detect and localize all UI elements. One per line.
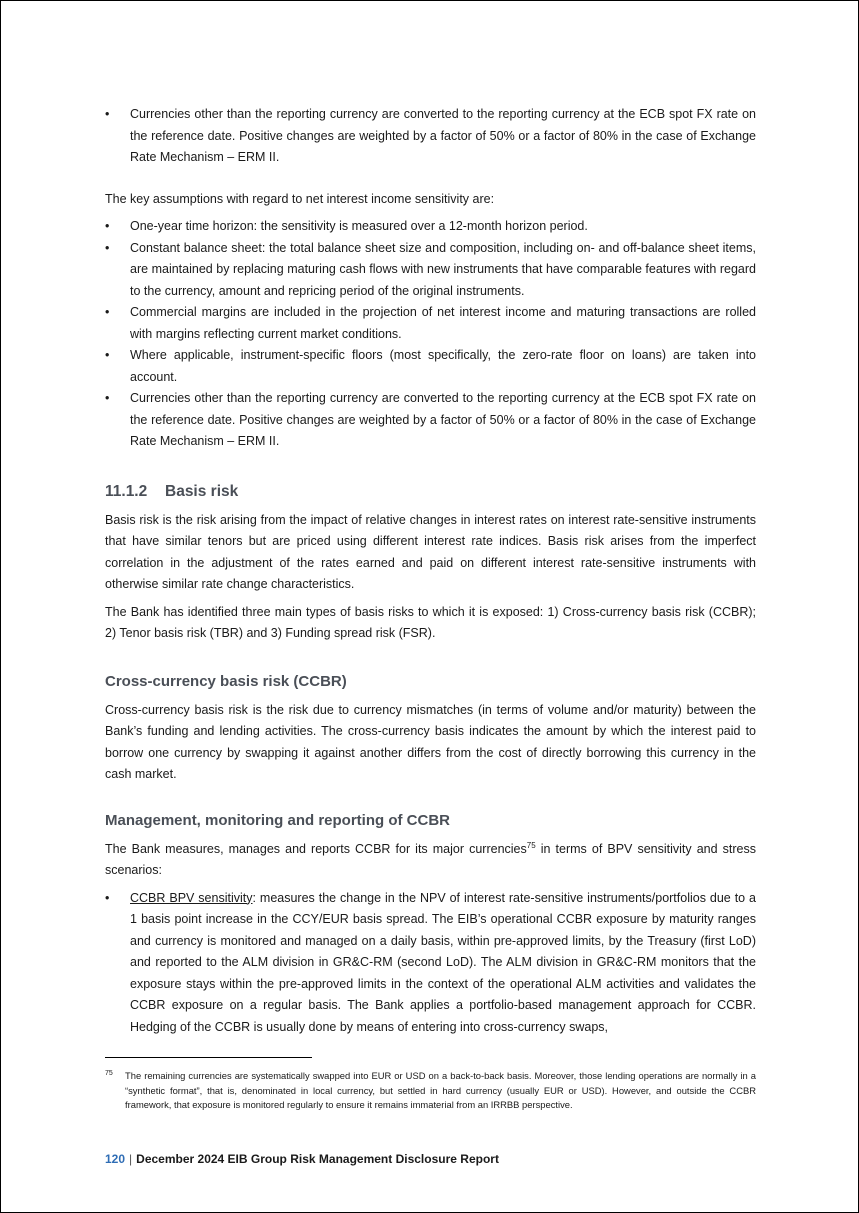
- basis-risk-types-paragraph: The Bank has identified three main types of basis risks to which it is exposed: 1) Cross-currency basis risk (CCBR); 2) Tenor basis risk (TBR) and 3) Funding spread risk (FSR).: [105, 604, 756, 640]
- bullet-icon: [105, 104, 115, 126]
- nii-assumptions-list: [105, 216, 756, 453]
- ccbr-bpv-term: CCBR BPV sensitivity: [130, 890, 253, 905]
- section-title: Basis risk: [165, 482, 239, 500]
- bullet-icon: [105, 216, 115, 238]
- ccbr-paragraph: Cross-currency basis risk is the risk due to currency mismatches (in terms of volume and/or maturity) between the Bank’s funding and lending activities. The cross-currency basis indicates the amount by which the interest paid to borrow one currency by swapping it against another differs from the cost of directly borrowing this currency in the cash market.: [105, 702, 756, 781]
- list-item: • One-year time horizon: the sensitivity is measured over a 12-month horizon period.: [105, 216, 756, 238]
- footer-separator: |: [129, 1152, 133, 1166]
- report-title: December 2024 EIB Group Risk Management Disclosure Report: [136, 1152, 499, 1166]
- bullet-icon: [105, 302, 115, 324]
- section-number: 11.1.2: [105, 482, 148, 500]
- footnote-mark: 75: [105, 1070, 113, 1077]
- footnote-divider: [105, 1057, 312, 1058]
- bullet-icon: [105, 238, 115, 260]
- list-item: • Commercial margins are included in the projection of net interest income and maturing transactions are rolled with margins reflecting current market conditions.: [105, 302, 756, 345]
- footnote-reference[interactable]: 75: [526, 840, 536, 850]
- list-item: • Where applicable, instrument-specific floors (most specifically, the zero-rate floor on loans) are taken into account.: [105, 345, 756, 388]
- subsection-heading-management: Management, monitoring and reporting of CCBR: [105, 811, 450, 829]
- list-item: • Currencies other than the reporting currency are converted to the reporting currency at the ECB spot FX rate on the reference date. Positive changes are weighted by a factor of 50% or a factor of 80% in the case of Exchange Rate Mechanism – ERM II.: [105, 104, 756, 169]
- page-footer: [105, 1152, 499, 1166]
- ccbr-measures-list: [105, 888, 756, 1039]
- footnote: [105, 1069, 756, 1113]
- page-content: [105, 104, 756, 1038]
- bullet-icon: [105, 888, 115, 910]
- basis-risk-paragraph: Basis risk is the risk arising from the impact of relative changes in interest rates on interest rate-sensitive instruments that have similar tenors but are priced using different interest rate indices. Basis risk arises from the imperfect correlation in the adjustment of the rates earned and paid on different interest rate-sensitive instruments with otherwise similar rate change characteristics.: [105, 512, 756, 591]
- nii-intro: The key assumptions with regard to net interest income sensitivity are:: [105, 191, 495, 206]
- list-item: • Constant balance sheet: the total balance sheet size and composition, including on- and off-balance sheet items, are maintained by replacing maturing cash flows with new instruments that have comparable features with regard to the currency, amount and repricing period of the original instruments.: [105, 238, 756, 303]
- section-heading-basis-risk: [105, 482, 756, 502]
- subsection-heading-ccbr: Cross-currency basis risk (CCBR): [105, 672, 347, 690]
- management-paragraph: The Bank measures, manages and reports CCBR for its major currencies$^{75}$ in terms of BPV sensitivity and stress scenarios:: [105, 840, 756, 877]
- fx-bullet-list: [105, 104, 756, 169]
- bullet-icon: [105, 388, 115, 410]
- bullet-icon: [105, 345, 115, 367]
- footnote-text: The remaining currencies are systematically swapped into EUR or USD on a back-to-back basis. Moreover, those lending operations are normally in a “synthetic format”, that is, denominated in local currency, but settled in hard currency (usually EUR or USD). However, and outside the CCBR framework, that exposure is monitored regularly to ensure it remains immaterial from an IRRBB perspective.: [125, 1070, 756, 1110]
- list-item: • CCBR BPV sensitivity: measures the change in the NPV of interest rate-sensitive instruments/portfolios due to a 1 basis point increase in the CCY/EUR basis spread. The EIB’s operational CCBR exposure by maturity ranges and currency is monitored and managed on a daily basis, within pre-approved limits, by the Treasury (first LoD) and reported to the ALM division in GR&C-RM (second LoD). The ALM division in GR&C-RM monitors that the exposure stays within the pre-approved limits in the context of the operational ALM activities and validates the CCBR exposure on a regular basis. The Bank applies a portfolio-based management approach for CCBR. Hedging of the CCBR is usually done by means of entering into cross-currency swaps,: [105, 888, 756, 1039]
- list-item: • Currencies other than the reporting currency are converted to the reporting currency at the ECB spot FX rate on the reference date. Positive changes are weighted by a factor of 50% or a factor of 80% in the case of Exchange Rate Mechanism – ERM II.: [105, 388, 756, 453]
- page-number: 120: [105, 1152, 126, 1166]
